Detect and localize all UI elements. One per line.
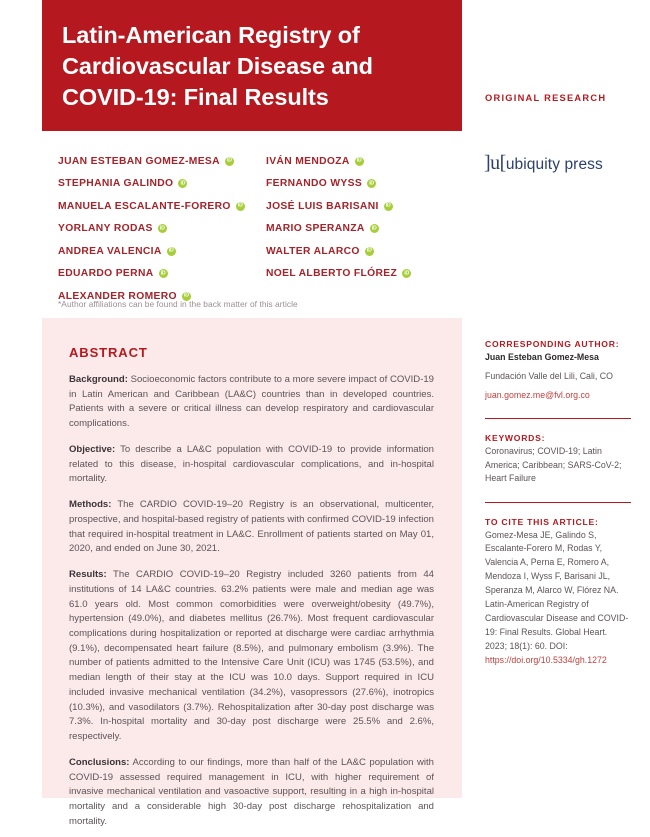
article-metadata-sidebar [485, 339, 631, 667]
author-item[interactable] [266, 150, 456, 173]
author-column-right [266, 150, 456, 308]
orcid-icon[interactable] [159, 269, 168, 278]
author-name: FERNANDO WYSS [266, 178, 363, 190]
author-name: MARIO SPERANZA [266, 223, 365, 235]
corresponding-author-email-link[interactable]: juan.gomez.me@fvl.org.co [485, 390, 590, 401]
orcid-icon[interactable] [365, 247, 374, 256]
keywords-text: Coronavirus; COVID-19; Latin America; Caribbean; SARS-CoV-2; Heart Failure [485, 446, 622, 484]
author-name: EDUARDO PERNA [58, 268, 154, 280]
abstract-text-objective: To describe a LA&C population with COVID-19 to provide information related to this disease, in-hospital cardiovascular complications, and in-hospital mortality. [69, 443, 434, 485]
abstract-heading: ABSTRACT [69, 345, 148, 360]
author-item[interactable] [58, 240, 266, 263]
orcid-icon[interactable] [225, 157, 234, 166]
author-item[interactable] [58, 173, 266, 196]
affiliation-note: *Author affiliations can be found in the back matter of this article [58, 299, 298, 309]
author-name: MANUELA ESCALANTE-FORERO [58, 200, 231, 212]
orcid-icon[interactable] [367, 179, 376, 188]
author-name: YORLANY RODAS [58, 223, 153, 235]
abstract-label-objective: Objective: [69, 443, 116, 455]
orcid-icon[interactable] [384, 202, 393, 211]
author-item[interactable] [266, 240, 456, 263]
abstract-label-conclusions: Conclusions: [69, 756, 130, 768]
abstract-panel [42, 318, 462, 827]
abstract-text-background: Socioeconomic factors contribute to a more severe impact of COVID-19 in Latin American and Caribbean (LA&C) countries than in developed countries. Patients with a severe or critical illness can develop respiratory and cardiovascular complications. [69, 374, 434, 430]
abstract-paragraph-conclusions [69, 756, 434, 830]
author-column-left [58, 150, 266, 308]
orcid-icon[interactable] [370, 224, 379, 233]
cite-label: TO CITE THIS ARTICLE: [485, 516, 599, 527]
page-title: Latin-American Registry of Cardiovascular Disease and COVID-19: Final Results [62, 22, 373, 111]
title-banner [42, 0, 462, 131]
author-item[interactable] [266, 173, 456, 196]
orcid-icon[interactable] [355, 157, 364, 166]
abstract-text-methods: The CARDIO COVID-19–20 Registry is an observational, multicenter, prospective, and hospital-based registry of patients with confirmed COVID-19 infection that required in-hospital treatment in LA&C. Enrollment of patients started on May 01, 2020, and ended on June 30, 2021. [69, 499, 434, 555]
abstract-label-results: Results: [69, 569, 107, 581]
author-item[interactable] [58, 150, 266, 173]
author-name: ANDREA VALENCIA [58, 245, 162, 257]
abstract-paragraph-results [69, 568, 434, 745]
author-name: NOEL ALBERTO FLÓREZ [266, 268, 398, 280]
author-name: IVÁN MENDOZA [266, 155, 350, 167]
orcid-icon[interactable] [158, 224, 167, 233]
keywords-label: KEYWORDS: [485, 433, 546, 444]
author-name: JUAN ESTEBAN GOMEZ-MESA [58, 155, 220, 167]
abstract-label-background: Background: [69, 374, 128, 385]
article-type-label: ORIGINAL RESEARCH [485, 93, 607, 103]
citation-block [485, 517, 631, 668]
logo-brackets-icon: ]u[ [484, 152, 506, 174]
divider-rule-2 [485, 502, 631, 503]
author-name: ALEXANDER ROMERO [58, 290, 177, 302]
abstract-text-results: The CARDIO COVID-19–20 Registry included 3260 patients from 44 institutions of 14 LA&C countries. 63.2% patients were male and median age was 61.0 years old. Most common comorbidities were overweight/obesity (49.7%), hypertension (49.0%), and diabetes mellitus (26.7%). Most frequent cardiovascular complications during hospitalization or reported at discharge were cardiac arrhythmia (9.1%), decompensated heart failure (8.5%), and pulmonary embolism (3.9%). The number of patients admitted to the Intensive Care Unit (ICU) was 1745 (53.5%), and median length of their stay at the ICU was 10.0 days. Support required in ICU included invasive mechanical ventilation (34.2%), vasopressors (27.6%), inotropics (10.3%), and vasodilators (3.7%). Rehospitalization after 30-day post discharge was 7.3%. In-hospital mortality and 30-day post discharge were 25.5% and 2.6%, respectively. [69, 569, 434, 743]
corresponding-author-label: CORRESPONDING AUTHOR: [485, 339, 620, 349]
author-item[interactable] [266, 218, 456, 241]
citation-body: Gomez-Mesa JE, Galindo S, Escalante-Forero M, Rodas Y, Valencia A, Perna E, Romero A, Mendoza I, Wyss F, Barisani JL, Speranza M, Alarco W, Flórez NA. Latin-American Registry of Cardiovascular Disease and COVID-19: Final Results. Global Heart. 2023; 18(1): 60. DOI: [485, 529, 629, 651]
citation-text [485, 529, 631, 668]
corresponding-author-block [485, 339, 631, 402]
divider-rule-1 [485, 418, 631, 419]
orcid-icon[interactable] [167, 247, 176, 256]
author-item[interactable] [58, 263, 266, 286]
abstract-text-conclusions: According to our findings, more than half of the LA&C population with COVID-19 assessed required management in ICU, with higher requirement of invasive mechanical ventilation and vasoactive support, resulting in a high in-hospital mortality and a considerable high 30-day post discharge rehospitalization and mortality. [69, 756, 434, 827]
author-name: WALTER ALARCO [266, 245, 360, 257]
abstract-paragraph-objective [69, 443, 434, 487]
author-item[interactable] [58, 195, 266, 218]
orcid-icon[interactable] [178, 179, 187, 188]
author-item[interactable] [266, 195, 456, 218]
abstract-label-methods: Methods: [69, 499, 112, 511]
corresponding-author-affiliation: Fundación Valle del Lili, Cali, CO [485, 370, 613, 381]
orcid-icon[interactable] [402, 269, 411, 278]
abstract-paragraph-background [69, 373, 434, 432]
ubiquity-press-logo [484, 152, 603, 175]
corresponding-author-name: Juan Esteban Gomez-Mesa [485, 352, 599, 362]
orcid-icon[interactable] [236, 202, 245, 211]
author-name: JOSÉ LUIS BARISANI [266, 200, 379, 212]
logo-wordmark: ubiquity press [505, 156, 603, 173]
doi-link[interactable]: https://doi.org/10.5334/gh.1272 [485, 654, 607, 665]
author-list [58, 150, 458, 308]
keywords-block [485, 433, 631, 485]
author-name: STEPHANIA GALINDO [58, 178, 174, 190]
abstract-paragraph-methods [69, 498, 434, 557]
author-item[interactable] [58, 218, 266, 241]
author-item[interactable] [266, 263, 456, 286]
